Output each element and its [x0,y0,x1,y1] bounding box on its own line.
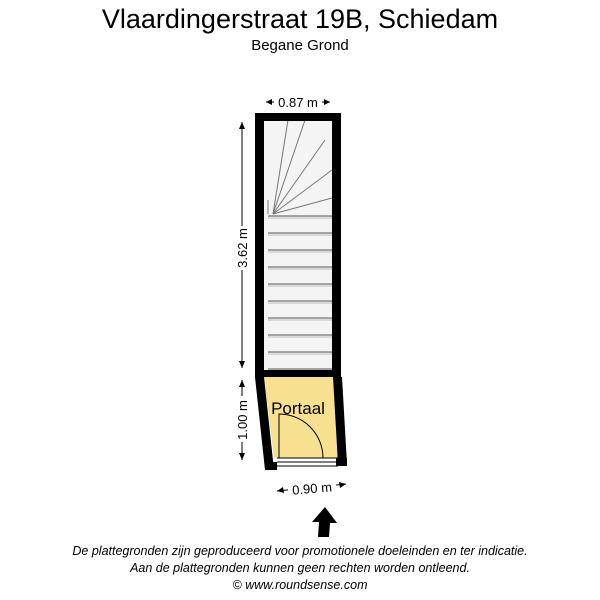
wall-left-upper [255,113,264,375]
dimension-left-portal [234,380,250,460]
stair-area [264,120,332,370]
disclaimer-line-1: De plattegronden zijn geproduceerd voor promotionele doeleinden en ter indicatie. [72,544,528,558]
wall-bottom-left-stub [265,462,277,470]
floor-name: Begane Grond [251,37,349,54]
disclaimer [0,543,600,594]
dimension-left-stair [234,122,250,368]
dimension-label-entrance-width: 0.90 m [291,479,333,498]
wall-right-upper [332,113,341,375]
dimension-label-stair-width: 0.87 m [278,95,318,110]
dimension-bottom [277,477,346,498]
page-title: Vlaardingerstraat 19B, Schiedam [101,4,499,34]
copyright: © www.roundsense.com [232,578,368,592]
disclaimer-line-2: Aan de plattegronden kunnen geen rechten worden ontleend. [130,561,470,575]
room-label-portaal: Portaal [271,399,325,418]
dimension-label-portal-length: 1.00 m [235,400,250,440]
wall-separator [255,370,341,377]
dimension-label-stair-length: 3.62 m [235,228,250,268]
wall-top [255,113,341,121]
entrance-arrow-icon [312,507,337,537]
dimension-top [266,94,330,110]
